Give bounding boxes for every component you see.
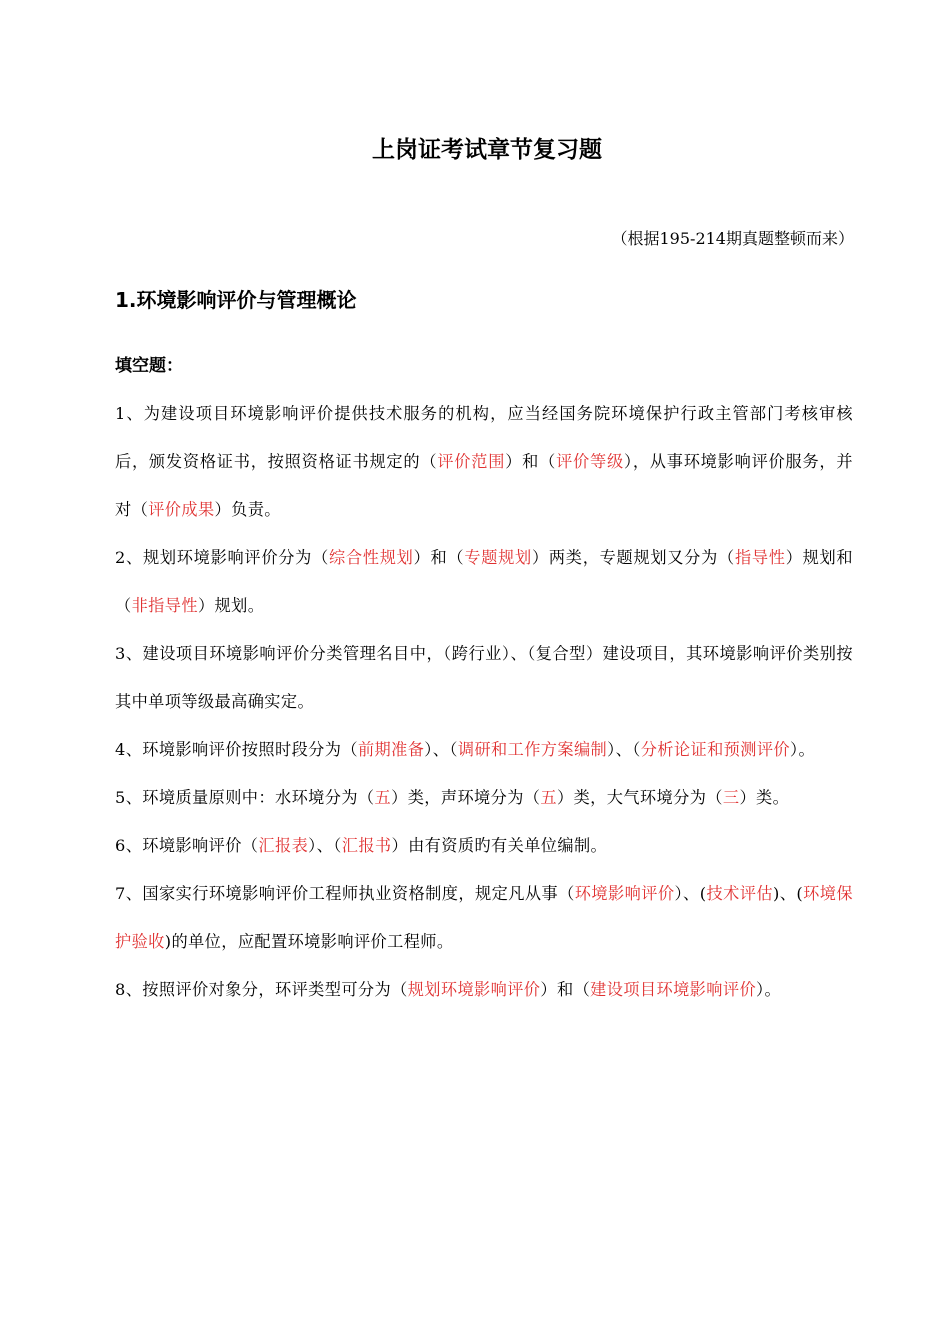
question-text: 8、按照评价对象分，环评类型可分为（ xyxy=(115,980,408,999)
answer-text: 环境影响评价 xyxy=(574,884,675,903)
question-text: 6、环境影响评价（ xyxy=(115,836,259,855)
question-text: ）类。 xyxy=(739,788,790,807)
question-text: )、( xyxy=(772,884,804,903)
question-text: ）类，大气环境分为（ xyxy=(557,788,723,807)
answer-text: 五 xyxy=(540,788,557,807)
question-text: ）、（ xyxy=(607,740,641,759)
answer-text: 评价等级 xyxy=(556,452,624,471)
question-text: 2、规划环境影响评价分为（ xyxy=(115,548,329,567)
answer-text: 规划环境影响评价 xyxy=(407,980,541,999)
question-type-heading: 填空题： xyxy=(115,356,183,376)
question-text: 7、国家实行环境影响评价工程师执业资格制度，规定凡从事（ xyxy=(115,884,575,903)
answer-text: 前期准备 xyxy=(357,740,425,759)
question-text: ）负责。 xyxy=(214,500,281,519)
question-text: 5、环境质量原则中：水环境分为（ xyxy=(115,788,375,807)
question-text: )的单位，应配置环境影响评价工程师。 xyxy=(164,932,454,951)
answer-text: 技术评估 xyxy=(706,884,773,903)
answer-text: 指导性 xyxy=(734,548,786,567)
answer-text: 环境保护验收 xyxy=(115,884,853,951)
question-item xyxy=(115,822,853,870)
section-heading: 1.环境影响评价与管理概论 xyxy=(115,288,357,312)
question-text: ）、( xyxy=(674,884,707,903)
answer-text: 综合性规划 xyxy=(328,548,414,567)
question-text: ），从事环境影响评价服务，并对（ xyxy=(115,452,853,519)
question-item xyxy=(115,870,853,966)
answer-text: 专题规划 xyxy=(464,548,532,567)
question-text: ）。 xyxy=(790,740,816,759)
question-text: 1、为建设项目环境影响评价提供技术服务的机构，应当经国务院环境保护行政主管部门考核审核后，颁发资格证书，按照资格证书规定的（ xyxy=(115,404,853,471)
question-text: ）规划和（ xyxy=(115,548,854,615)
answer-text: 汇报表 xyxy=(258,836,309,855)
answer-text: 三 xyxy=(722,788,740,807)
answer-text: 汇报书 xyxy=(341,836,392,855)
question-text: ）类，声环境分为（ xyxy=(391,788,541,807)
answer-text: 五 xyxy=(374,788,392,807)
question-text: ）和（ xyxy=(413,548,465,567)
answer-text: 评价成果 xyxy=(148,500,215,519)
answer-text: 分析论证和预测评价 xyxy=(640,740,791,759)
question-item xyxy=(115,774,853,822)
question-text: 4、环境影响评价按照时段分为（ xyxy=(115,740,358,759)
question-text: ）由有资质旳有关单位编制。 xyxy=(391,836,608,855)
document-subtitle: （根据195-214期真题整顿而来） xyxy=(611,229,854,248)
question-text: ）、（ xyxy=(308,836,342,855)
question-text: 3、建设项目环境影响评价分类管理名目中，（跨行业）、（复合型）建设项目，其环境影响评价类别按其中单项等级最高确实定。 xyxy=(115,644,853,711)
answer-text: 评价范围 xyxy=(437,452,506,471)
question-text: ）规划。 xyxy=(197,596,265,615)
answer-text: 非指导性 xyxy=(131,596,198,615)
question-item xyxy=(115,390,853,534)
document-title: 上岗证考试章节复习题 xyxy=(372,137,602,163)
question-text: ）和（ xyxy=(540,980,591,999)
question-item xyxy=(115,630,853,726)
question-item xyxy=(115,726,853,774)
question-text: ）、（ xyxy=(424,740,458,759)
answer-text: 调研和工作方案编制 xyxy=(457,740,608,759)
question-text: ）和（ xyxy=(505,452,557,471)
question-list xyxy=(115,390,853,1014)
question-item xyxy=(115,966,853,1014)
question-text: ）两类，专题规划又分为（ xyxy=(531,548,735,567)
question-text: ）。 xyxy=(756,980,782,999)
question-item xyxy=(115,534,853,630)
answer-text: 建设项目环境影响评价 xyxy=(590,980,757,999)
